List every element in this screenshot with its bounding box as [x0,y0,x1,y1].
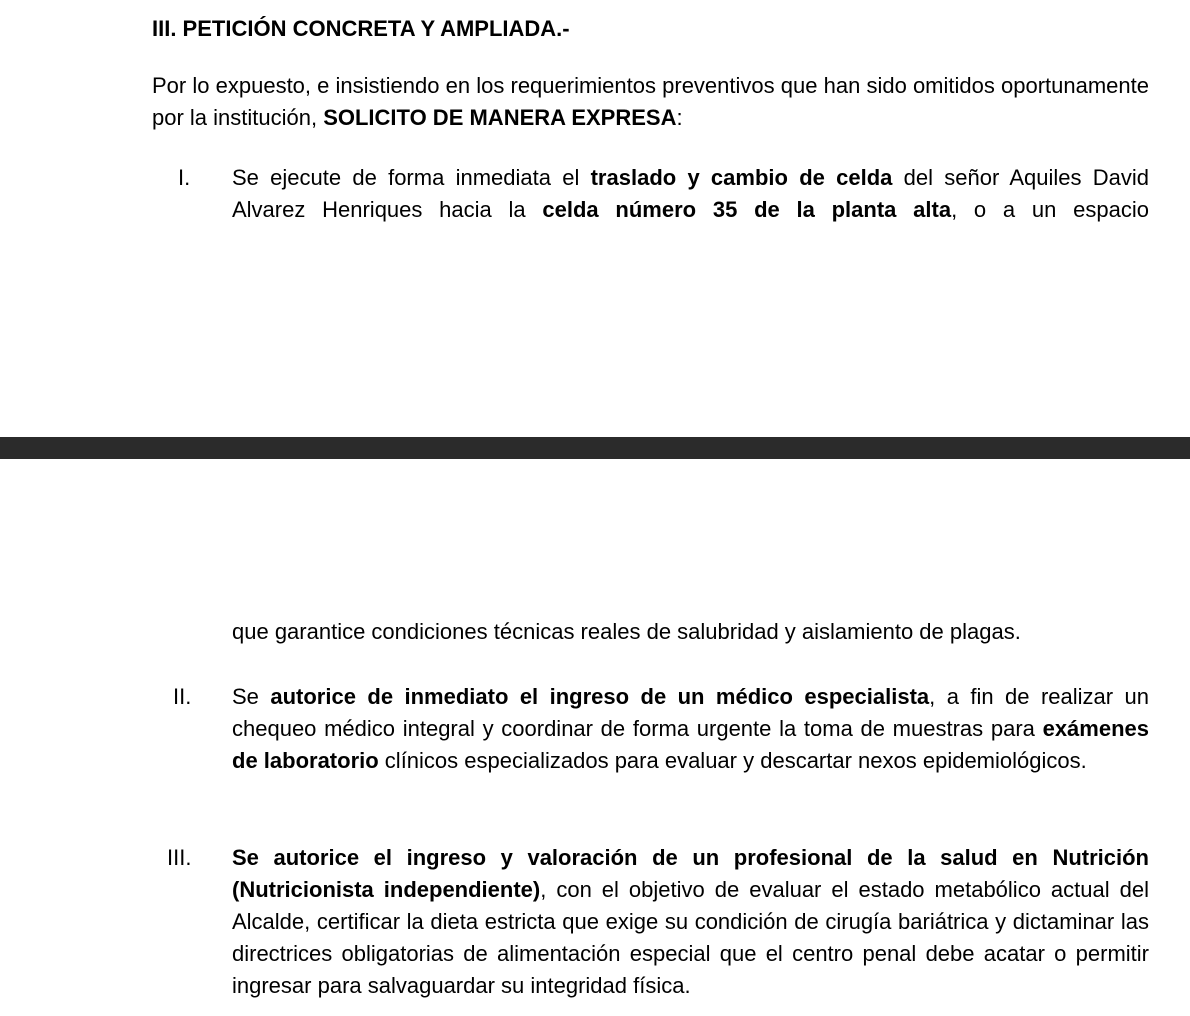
intro-paragraph [152,70,1149,134]
document-page-top [0,0,1190,437]
item-2-bold2: exámenes de laboratorio [232,716,1149,773]
item-2-text [232,681,1149,777]
item-1-part2: del señor Aquiles David Alvarez Henriques hacia la [232,165,1150,222]
item-2-part1: Se [232,684,271,709]
item-2-part3: clínicos especializados para evaluar y descartar nexos epidemiológicos. [378,748,1087,773]
item-3-part1: , con el objetivo de evaluar el estado metabólico actual del Alcalde, certificar la dieta estricta que exige su condición de cirugía bariátrica y dictaminar las directrices obligatorias de alimentación especial que el centro penal debe acatar o permitir ingresar para salvaguardar su integridad física. [232,877,1149,998]
item-3-bold1: Se autorice el ingreso y valoración de un profesional de la salud en Nutrición (Nutricionista independiente) [232,845,1149,902]
document-page-bottom [0,459,1190,1016]
intro-tail: : [676,105,683,130]
item-1-part3: , o a un espacio [951,197,1149,222]
item-1-text [232,162,1149,226]
item-1-continuation: que garantice condiciones técnicas reales de salubridad y aislamiento de plagas. [232,619,1021,644]
item-1-numeral: I. [178,165,191,190]
section-title: III. PETICIÓN CONCRETA Y AMPLIADA.- [152,16,570,41]
item-3-text [232,842,1149,1002]
item-3-numeral: III. [167,845,192,870]
item-2-numeral: II. [173,684,192,709]
item-2-part2: , a fin de realizar un chequeo médico integral y coordinar de forma urgente la toma de muestras para [232,684,1149,741]
item-1-bold1: traslado y cambio de celda [590,165,893,190]
intro-text: Por lo expuesto, e insistiendo en los requerimientos preventivos que han sido omitidos oportunamente por la institución, [152,73,1149,130]
item-2-bold1: autorice de inmediato el ingreso de un médico especialista [270,684,930,709]
page-break [0,437,1190,459]
item-1-part1: Se ejecute de forma inmediata el [232,165,591,190]
item-1-bold2: celda número 35 de la planta alta [542,197,952,222]
intro-bold: SOLICITO DE MANERA EXPRESA [323,105,677,130]
